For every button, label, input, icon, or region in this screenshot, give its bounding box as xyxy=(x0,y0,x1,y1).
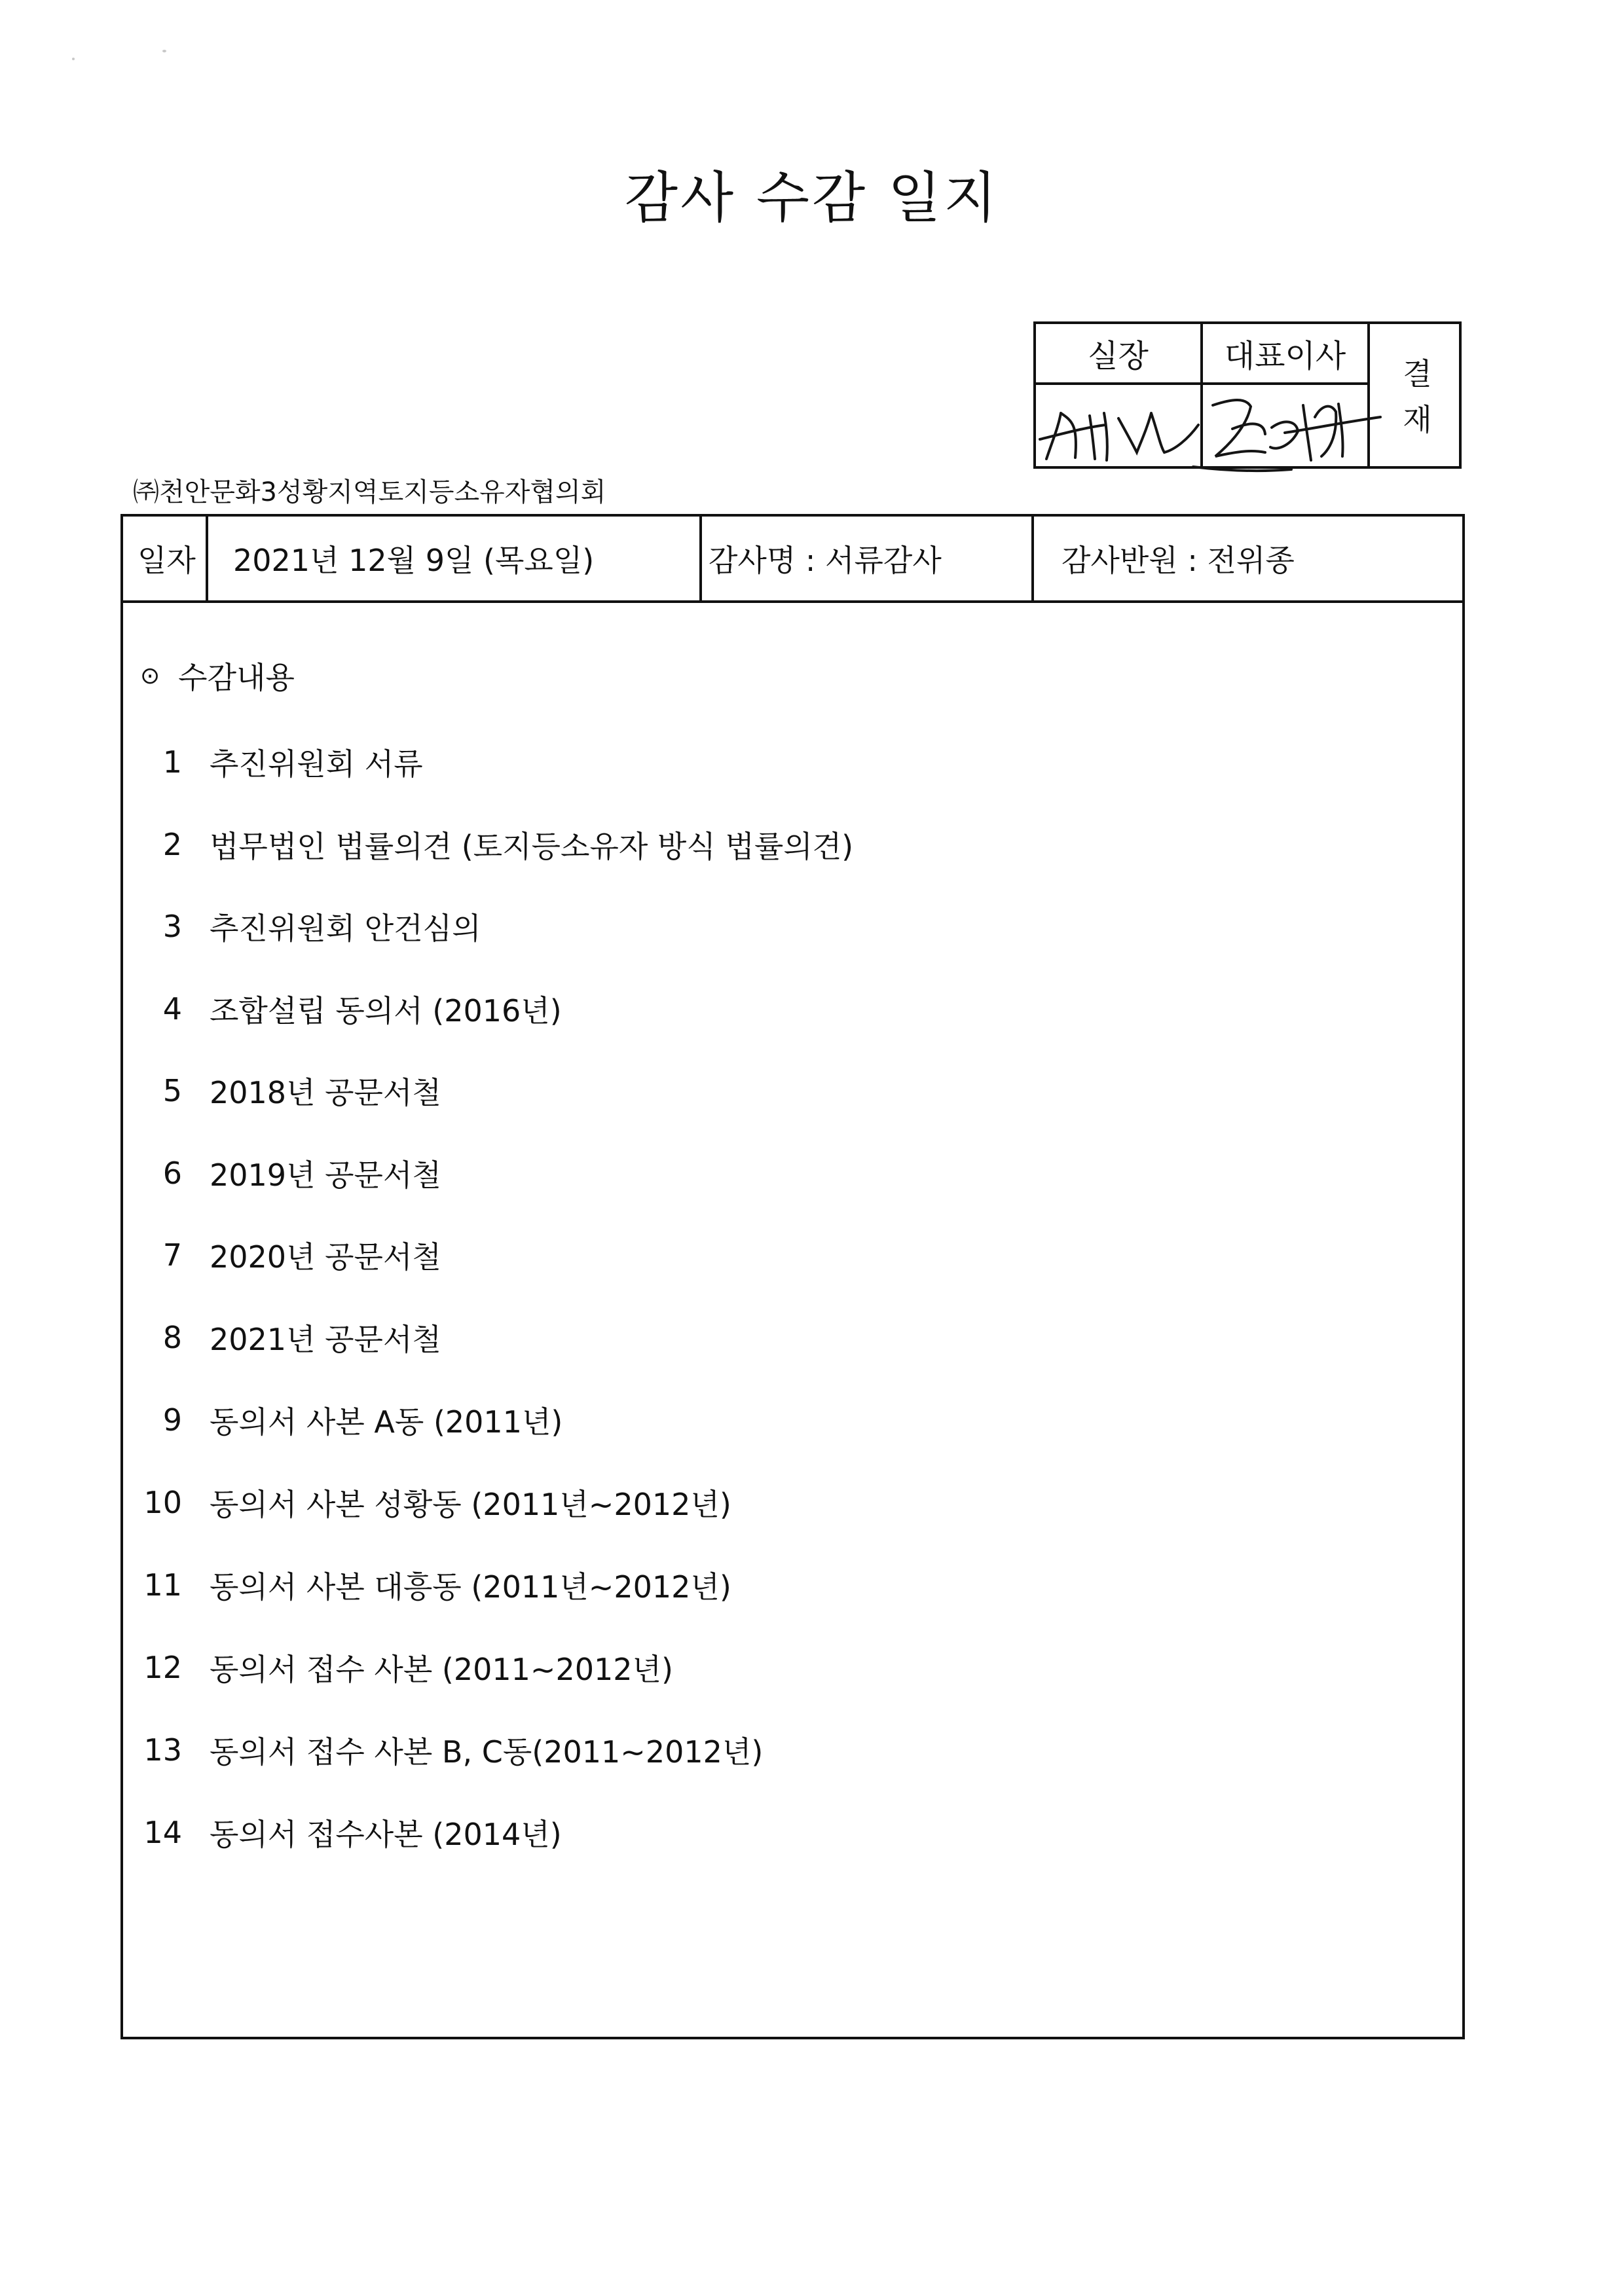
list-item: 9 동의서 사본 A동 (2011년) xyxy=(162,1402,563,1440)
list-item: 12 동의서 접수 사본 (2011~2012년) xyxy=(143,1650,673,1687)
approval-side-char-2: 재 xyxy=(1403,401,1432,437)
list-item: 1 추진위원회 서류 xyxy=(162,744,423,782)
signature-manager xyxy=(1027,387,1210,475)
list-item: 7 2020년 공문서철 xyxy=(162,1237,441,1275)
signature-ceo xyxy=(1187,379,1383,477)
approval-col-ceo: 대표이사 xyxy=(1224,338,1346,374)
date-label: 일자 xyxy=(138,543,196,578)
page-title: 감사 수감 일지 xyxy=(624,166,1000,230)
list-item: 5 2018년 공문서철 xyxy=(162,1073,441,1110)
list-item: 8 2021년 공문서철 xyxy=(162,1320,441,1357)
list-item: 2 법무법인 법률의견 (토지등소유자 방식 법률의견) xyxy=(162,827,854,864)
list-item: 10 동의서 사본 성황동 (2011년~2012년) xyxy=(143,1485,731,1522)
content-heading xyxy=(140,654,295,697)
organization-name: ㈜천안문화3성황지역토지등소유자협의회 xyxy=(133,477,606,507)
list-item: 6 2019년 공문서철 xyxy=(162,1156,441,1193)
approval-col-manager: 실장 xyxy=(1088,338,1149,374)
audit-log-table xyxy=(120,514,1465,2039)
auditor: 감사반원 : 전위종 xyxy=(1061,543,1295,578)
approval-box xyxy=(1033,321,1462,469)
circle-dot-icon: ⊙ xyxy=(140,662,160,689)
approval-side-char-1: 결 xyxy=(1403,355,1432,392)
content-heading-label: 수감내용 xyxy=(178,660,295,695)
audit-name: 감사명 : 서류감사 xyxy=(709,543,942,578)
list-item: 11 동의서 사본 대흥동 (2011년~2012년) xyxy=(143,1567,731,1605)
list-item: 14 동의서 접수사본 (2014년) xyxy=(143,1815,562,1852)
list-item: 13 동의서 접수 사본 B, C동(2011~2012년) xyxy=(143,1732,764,1770)
scan-speck xyxy=(162,50,166,52)
date-value: 2021년 12월 9일 (목요일) xyxy=(233,543,595,578)
approval-side-label xyxy=(1373,324,1462,469)
scan-speck xyxy=(72,58,75,60)
list-item: 3 추진위원회 안건심의 xyxy=(162,909,481,946)
list-item: 4 조합설립 동의서 (2016년) xyxy=(162,991,562,1029)
